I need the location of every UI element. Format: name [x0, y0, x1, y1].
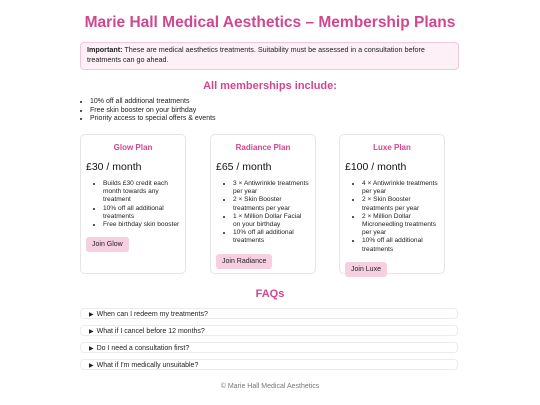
plan-features	[216, 180, 310, 246]
feature-item: • 2 × Skin Booster treatments per year	[233, 196, 310, 212]
triangle-right-icon: ▶	[89, 363, 94, 369]
plan-title: Radiance Plan	[235, 143, 291, 152]
triangle-right-icon: ▶	[89, 312, 94, 318]
plan-price: £100 / month	[345, 161, 407, 173]
plan-card-luxe	[339, 134, 445, 274]
list-item: • 10% off all additional treatments	[90, 98, 216, 107]
faq-question: Do I need a consultation first?	[96, 345, 190, 352]
triangle-right-icon: ▶	[89, 346, 94, 352]
plan-features	[86, 180, 180, 229]
feature-item: • 2 × Million Dollar Microneedling treatments per year	[362, 213, 439, 238]
notice-text: These are medical aesthetics treatments. Suitability must be assessed in a consultation before treatments can go ahead.	[87, 45, 425, 64]
faq-item-consultation[interactable]	[80, 342, 458, 353]
plan-price: £30 / month	[86, 161, 142, 173]
includes-heading: All memberships include:	[203, 80, 337, 92]
important-notice	[80, 42, 459, 70]
faq-item-unsuitable[interactable]	[80, 359, 458, 370]
join-glow-button[interactable]: Join Glow	[86, 237, 129, 252]
feature-item: • 10% off all additional treatments	[233, 229, 310, 245]
feature-item: • Free birthday skin booster	[103, 221, 180, 229]
plan-title: Luxe Plan	[373, 143, 411, 152]
plan-title: Glow Plan	[113, 143, 153, 152]
feature-item: • 10% off all additional treatments	[103, 205, 180, 221]
faq-item-cancel[interactable]	[80, 325, 458, 336]
triangle-right-icon: ▶	[89, 329, 94, 335]
plan-card-radiance	[210, 134, 316, 274]
feature-item: • 3 × Antiwrinkle treatments per year	[233, 180, 310, 196]
join-luxe-button[interactable]: Join Luxe	[345, 262, 387, 277]
notice-label: Important:	[87, 45, 123, 54]
faq-item-redeem[interactable]	[80, 308, 458, 319]
footer-copyright: © Marie Hall Medical Aesthetics	[220, 383, 320, 390]
list-item: • Free skin booster on your birthday	[90, 107, 216, 116]
feature-item: • 2 × Skin Booster treatments per year	[362, 196, 439, 212]
join-radiance-button[interactable]: Join Radiance	[216, 254, 272, 269]
list-item: • Priority access to special offers & events	[90, 115, 216, 124]
plan-card-glow	[80, 134, 186, 274]
feature-item: • 4 × Antiwrinkle treatments per year	[362, 180, 439, 196]
plan-price: £65 / month	[216, 161, 272, 173]
page-title: Marie Hall Medical Aesthetics – Membership Plans	[84, 14, 456, 31]
faq-question: What if I'm medically unsuitable?	[96, 362, 199, 369]
faq-question: When can I redeem my treatments?	[96, 311, 208, 318]
faq-heading: FAQs	[255, 288, 285, 300]
faq-question: What if I cancel before 12 months?	[96, 328, 205, 335]
feature-item: • 1 × Million Dollar Facial on your birthday	[233, 213, 310, 229]
feature-item: • 10% off all additional treatments	[362, 237, 439, 253]
feature-item: • Builds £30 credit each month towards any treatment	[103, 180, 180, 205]
plan-features	[345, 180, 439, 254]
includes-list	[80, 98, 216, 124]
